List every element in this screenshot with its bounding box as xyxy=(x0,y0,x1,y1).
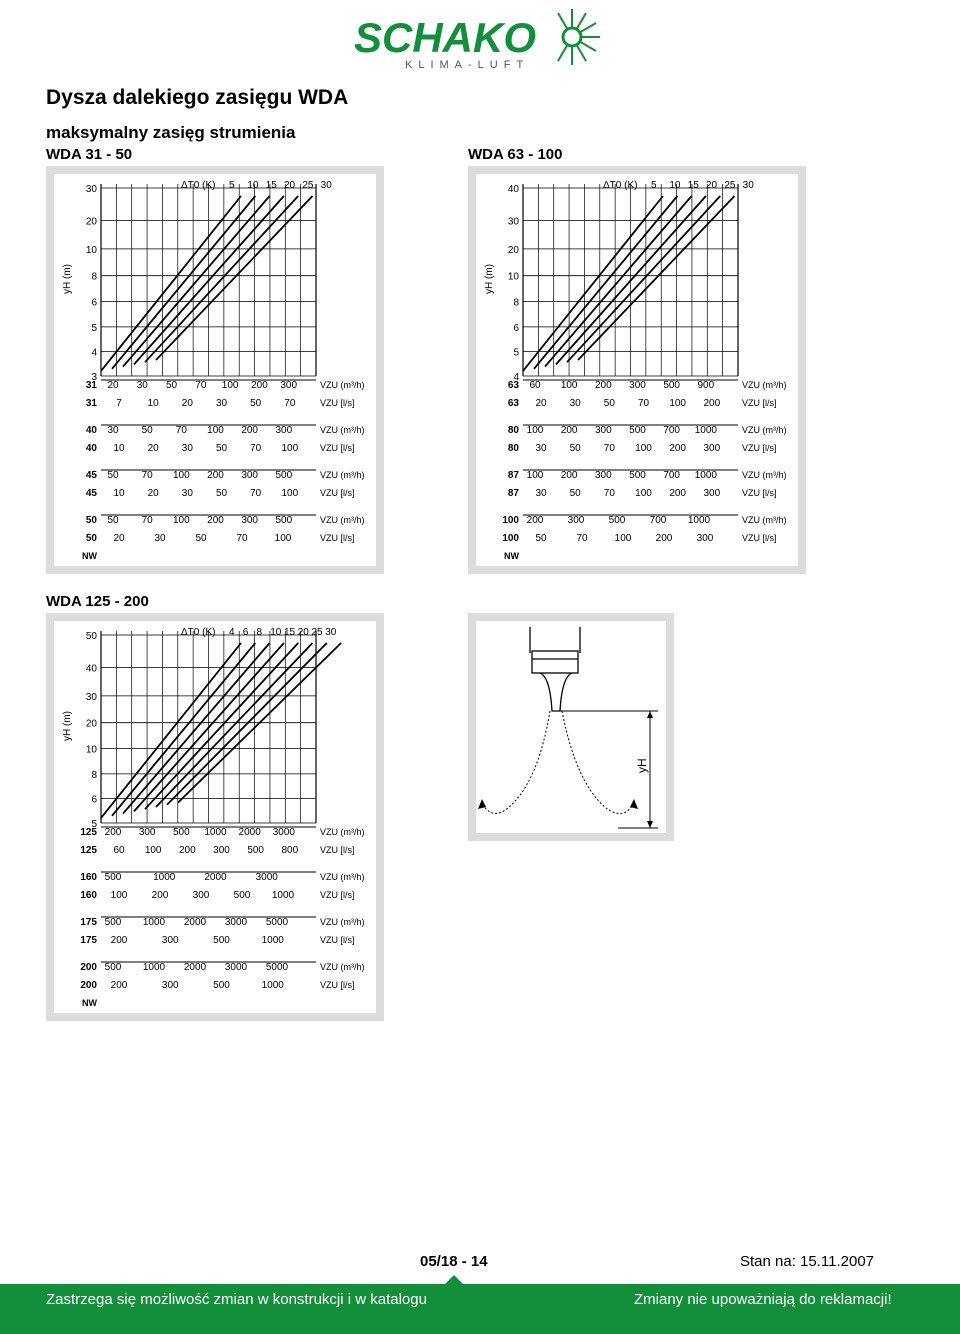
dt-curve xyxy=(545,196,692,367)
scale-unit-label: VZU [l/s] xyxy=(320,980,355,990)
y-tick-label: 30 xyxy=(85,691,97,703)
scale-tick-label: 100 xyxy=(274,533,292,544)
scale-tick-label: 200 xyxy=(669,488,687,499)
scale-tick-label: 20 xyxy=(181,398,193,409)
scale-tick-label: 30 xyxy=(136,380,148,391)
scale-tick-label: 30 xyxy=(215,398,228,409)
scale-unit-label: VZU (m³/h) xyxy=(320,380,365,390)
scale-tick-label: 200 xyxy=(703,398,721,409)
nw-label: 125 xyxy=(80,827,97,838)
scale-tick-label: 300 xyxy=(241,470,259,481)
scale-tick-label: 1000 xyxy=(204,827,227,838)
scale-tick-label: 500 xyxy=(629,470,646,481)
dt-curve xyxy=(534,196,677,369)
scale-tick-label: 100 xyxy=(526,425,544,436)
dt-value-label: 15 xyxy=(265,180,277,191)
nw-axis-label: NW xyxy=(82,551,97,561)
y-tick-label: 5 xyxy=(91,819,97,830)
y-axis-label: yH (m) xyxy=(62,711,73,741)
y-tick-label: 4 xyxy=(513,372,519,383)
scale-tick-label: 300 xyxy=(703,488,721,499)
scale-unit-label: VZU [l/s] xyxy=(320,533,355,543)
logo-wordmark: SCHAKO xyxy=(354,14,537,61)
scale-tick-label: 200 xyxy=(207,470,224,481)
scale-tick-label: 70 xyxy=(603,488,615,499)
nozzle-icon xyxy=(530,627,580,711)
scale-unit-label: VZU (m³/h) xyxy=(742,425,787,435)
footer-notice: Zmiany nie upoważniają do reklamacji! xyxy=(634,1291,892,1308)
scale-tick-label: 900 xyxy=(697,380,715,391)
scale-tick-label: 10 xyxy=(147,398,159,409)
scale-tick-label: 70 xyxy=(284,398,296,409)
scale-tick-label: 50 xyxy=(195,533,207,544)
dt-curve xyxy=(556,196,706,364)
nw-label: 100 xyxy=(502,515,519,526)
dt-value-label: 20 xyxy=(297,627,309,638)
scale-tick-label: 300 xyxy=(280,380,298,391)
y-tick-label: 10 xyxy=(85,244,97,256)
y-tick-label: 5 xyxy=(513,347,519,359)
scale-tick-label: 70 xyxy=(576,533,588,544)
nw-label: 80 xyxy=(507,443,519,454)
scale-tick-label: 7 xyxy=(116,398,122,409)
chart-panel-wda63 xyxy=(468,166,806,574)
scale-tick-label: 200 xyxy=(560,470,578,481)
scale-tick-label: 20 xyxy=(147,443,159,454)
nw-label: 160 xyxy=(80,872,97,883)
scale-tick-label: 2000 xyxy=(183,962,207,973)
scale-tick-label: 1000 xyxy=(142,917,166,928)
scale-tick-label: 1000 xyxy=(261,980,284,991)
scale-tick-label: 50 xyxy=(603,398,615,409)
dt-value-label: 10 xyxy=(247,180,259,191)
y-tick-label: 10 xyxy=(507,271,519,283)
nw-label: 100 xyxy=(502,533,519,544)
scale-tick-label: 50 xyxy=(569,443,581,454)
y-tick-label: 3 xyxy=(91,372,97,383)
scale-unit-label: VZU [l/s] xyxy=(742,443,777,453)
scale-tick-label: 500 xyxy=(213,980,230,991)
nw-label: 40 xyxy=(85,443,97,454)
scale-tick-label: 700 xyxy=(649,515,667,526)
chart-wda63 xyxy=(468,166,806,574)
scale-tick-label: 100 xyxy=(172,515,190,526)
scale-tick-label: 5000 xyxy=(265,917,289,928)
y-tick-label: 40 xyxy=(507,184,519,195)
scale-tick-label: 100 xyxy=(635,443,652,454)
nw-label: 80 xyxy=(507,425,519,436)
scale-tick-label: 50 xyxy=(215,488,228,499)
nw-label: 63 xyxy=(507,380,519,391)
scale-tick-label: 30 xyxy=(535,488,547,499)
scale-tick-label: 3000 xyxy=(224,962,248,973)
scale-tick-label: 200 xyxy=(251,380,268,391)
scale-tick-label: 300 xyxy=(213,845,230,856)
scale-tick-label: 5000 xyxy=(265,962,289,973)
scale-tick-label: 700 xyxy=(663,425,681,436)
nozzle-jet-diagram xyxy=(468,613,674,841)
y-tick-label: 8 xyxy=(91,271,97,283)
scale-unit-label: VZU (m³/h) xyxy=(742,380,787,390)
y-tick-label: 20 xyxy=(85,216,97,228)
dt-value-label: 30 xyxy=(742,180,754,191)
scale-tick-label: 200 xyxy=(110,980,128,991)
scale-tick-label: 30 xyxy=(181,443,193,454)
scale-unit-label: VZU [l/s] xyxy=(320,488,355,498)
scale-tick-label: 50 xyxy=(141,425,153,436)
scale-tick-label: 50 xyxy=(215,443,228,454)
nw-label: 87 xyxy=(507,488,519,499)
scale-tick-label: 30 xyxy=(181,488,193,499)
dt-value-label: 30 xyxy=(320,180,332,191)
dt-value-label: 4 xyxy=(229,627,235,638)
scale-unit-label: VZU [l/s] xyxy=(742,488,777,498)
scale-tick-label: 50 xyxy=(569,488,581,499)
y-tick-label: 30 xyxy=(85,184,97,195)
scale-tick-label: 10 xyxy=(113,488,125,499)
scale-tick-label: 3000 xyxy=(255,872,278,883)
scale-tick-label: 500 xyxy=(172,827,190,838)
scale-unit-label: VZU (m³/h) xyxy=(742,470,787,480)
nw-label: 160 xyxy=(80,890,97,901)
scale-tick-label: 1000 xyxy=(271,890,295,901)
scale-unit-label: VZU [l/s] xyxy=(320,398,355,408)
y-tick-label: 10 xyxy=(85,744,97,756)
dt-value-label: 15 xyxy=(687,180,699,191)
dt-value-label: 20 xyxy=(284,180,296,191)
scale-tick-label: 500 xyxy=(247,845,265,856)
chart-panel-wda31 xyxy=(46,166,384,574)
y-axis-label: yH (m) xyxy=(484,264,495,294)
scale-tick-label: 2000 xyxy=(238,827,261,838)
scale-unit-label: VZU [l/s] xyxy=(320,845,355,855)
y-tick-label: 20 xyxy=(507,244,519,256)
scale-tick-label: 500 xyxy=(104,962,122,973)
dt-value-label: 25 xyxy=(724,180,736,191)
scale-tick-label: 70 xyxy=(195,380,207,391)
nw-label: 50 xyxy=(85,515,97,526)
footer-bar xyxy=(0,1284,960,1334)
dt-value-label: 10 xyxy=(669,180,681,191)
y-tick-label: 6 xyxy=(91,297,97,309)
scale-unit-label: VZU (m³/h) xyxy=(320,470,365,480)
nw-label: 31 xyxy=(85,398,97,409)
scale-tick-label: 100 xyxy=(110,890,128,901)
scale-tick-label: 1000 xyxy=(142,962,166,973)
footer-disclaimer: Zastrzega się możliwość zmian w konstrukcji i w katalogu xyxy=(46,1291,427,1308)
scale-tick-label: 70 xyxy=(250,443,262,454)
dt-value-label: 25 xyxy=(302,180,314,191)
scale-tick-label: 50 xyxy=(107,470,119,481)
scale-tick-label: 500 xyxy=(213,935,230,946)
dt-value-label: 6 xyxy=(242,627,249,638)
scale-unit-label: VZU [l/s] xyxy=(742,398,777,408)
section-title-wda63: WDA 63 - 100 xyxy=(468,146,563,163)
logo-tagline: KLIMA-LUFT xyxy=(405,59,530,71)
scale-tick-label: 50 xyxy=(250,398,262,409)
scale-unit-label: VZU (m³/h) xyxy=(320,515,365,525)
scale-tick-label: 200 xyxy=(241,425,259,436)
scale-tick-label: 60 xyxy=(113,845,125,856)
scale-tick-label: 50 xyxy=(535,533,547,544)
scale-tick-label: 500 xyxy=(275,470,293,481)
scale-tick-label: 100 xyxy=(526,470,544,481)
scale-tick-label: 2000 xyxy=(204,872,227,883)
scale-unit-label: VZU [l/s] xyxy=(320,890,355,900)
chart-wda31 xyxy=(46,166,384,574)
y-tick-label: 40 xyxy=(85,663,97,675)
dt-curve xyxy=(112,643,255,816)
scale-tick-label: 1000 xyxy=(153,872,176,883)
scale-tick-label: 100 xyxy=(281,488,299,499)
scale-tick-label: 500 xyxy=(104,872,122,883)
scale-tick-label: 200 xyxy=(151,890,169,901)
scale-tick-label: 500 xyxy=(275,515,293,526)
dt-value-label: 5 xyxy=(651,180,657,191)
dt-curve xyxy=(134,643,284,811)
y-tick-label: 4 xyxy=(91,347,97,359)
nw-label: 40 xyxy=(85,425,97,436)
scale-tick-label: 30 xyxy=(535,443,547,454)
y-tick-label: 5 xyxy=(91,322,97,334)
scale-tick-label: 500 xyxy=(233,890,251,901)
scale-tick-label: 70 xyxy=(637,398,650,409)
scale-tick-label: 70 xyxy=(250,488,262,499)
scale-tick-label: 200 xyxy=(526,515,544,526)
scale-tick-label: 500 xyxy=(629,425,646,436)
scale-unit-label: VZU [l/s] xyxy=(742,533,777,543)
dt-value-label: 5 xyxy=(229,180,235,191)
nw-label: 45 xyxy=(85,470,97,481)
dt-label: ΔT0 (K) xyxy=(181,627,216,638)
dt-label: ΔT0 (K) xyxy=(603,180,638,191)
scale-tick-label: 3000 xyxy=(272,827,295,838)
scale-tick-label: 300 xyxy=(275,425,293,436)
scale-tick-label: 100 xyxy=(221,380,239,391)
dt-curve xyxy=(112,196,255,369)
scale-tick-label: 100 xyxy=(207,425,224,436)
scale-tick-label: 30 xyxy=(569,398,581,409)
scale-tick-label: 100 xyxy=(669,398,687,409)
scale-tick-label: 70 xyxy=(141,470,153,481)
nw-label: 87 xyxy=(507,470,519,481)
scale-tick-label: 70 xyxy=(175,425,187,436)
scale-tick-label: 200 xyxy=(207,515,224,526)
nw-label: 125 xyxy=(80,845,97,856)
nw-label: 63 xyxy=(507,398,519,409)
chart-panel-wda125 xyxy=(46,613,384,1021)
scale-tick-label: 200 xyxy=(110,935,128,946)
scale-tick-label: 100 xyxy=(560,380,578,391)
nw-label: 175 xyxy=(80,935,97,946)
scale-tick-label: 200 xyxy=(655,533,673,544)
scale-tick-label: 60 xyxy=(529,380,541,391)
scale-tick-label: 300 xyxy=(629,380,646,391)
nw-label: 175 xyxy=(80,917,97,928)
scale-tick-label: 70 xyxy=(141,515,153,526)
scale-tick-label: 30 xyxy=(154,533,166,544)
scale-tick-label: 300 xyxy=(161,980,179,991)
nw-axis-label: NW xyxy=(82,998,97,1008)
schako-logo xyxy=(350,2,610,72)
scale-tick-label: 70 xyxy=(603,443,615,454)
y-tick-label: 50 xyxy=(85,631,97,642)
nw-label: 200 xyxy=(80,962,97,973)
scale-tick-label: 3000 xyxy=(224,917,248,928)
scale-tick-label: 2000 xyxy=(183,917,207,928)
dt-value-label: 25 xyxy=(311,627,323,638)
page-title: Dysza dalekiego zasięgu WDA xyxy=(46,86,349,109)
scale-unit-label: VZU (m³/h) xyxy=(742,515,787,525)
scale-tick-label: 100 xyxy=(144,845,162,856)
scale-tick-label: 300 xyxy=(138,827,156,838)
scale-tick-label: 500 xyxy=(608,515,626,526)
y-tick-label: 20 xyxy=(85,718,97,730)
y-tick-label: 30 xyxy=(507,216,519,228)
scale-tick-label: 300 xyxy=(161,935,179,946)
y-tick-label: 8 xyxy=(91,769,97,781)
scale-tick-label: 700 xyxy=(663,470,681,481)
dt-value-label: 10 xyxy=(270,627,282,638)
scale-tick-label: 1000 xyxy=(687,515,711,526)
scale-tick-label: 800 xyxy=(281,845,299,856)
scale-tick-label: 300 xyxy=(594,470,612,481)
scale-tick-label: 200 xyxy=(178,845,196,856)
scale-tick-label: 500 xyxy=(104,917,122,928)
y-tick-label: 6 xyxy=(513,322,519,334)
dt-curve xyxy=(134,196,284,364)
scale-tick-label: 1000 xyxy=(694,425,717,436)
chart-wda125 xyxy=(46,613,384,1021)
yh-dimension-label: yH xyxy=(635,758,649,773)
scale-unit-label: VZU [l/s] xyxy=(320,443,355,453)
scale-tick-label: 200 xyxy=(669,443,687,454)
revision-date: Stan na: 15.11.2007 xyxy=(740,1253,875,1270)
dt-value-label: 30 xyxy=(325,627,337,638)
scale-tick-label: 200 xyxy=(104,827,122,838)
page-number: 05/18 - 14 xyxy=(420,1253,488,1270)
scale-unit-label: VZU (m³/h) xyxy=(320,872,365,882)
page-subtitle: maksymalny zasięg strumienia xyxy=(46,123,296,142)
scale-tick-label: 100 xyxy=(614,533,632,544)
section-title-wda125: WDA 125 - 200 xyxy=(46,593,149,610)
scale-tick-label: 50 xyxy=(107,515,119,526)
dt-value-label: 20 xyxy=(706,180,718,191)
dt-value-label: 8 xyxy=(256,627,263,638)
jet-trajectory xyxy=(482,711,634,813)
y-tick-label: 6 xyxy=(91,794,97,806)
y-tick-label: 8 xyxy=(513,297,519,309)
nw-label: 31 xyxy=(85,380,97,391)
scale-tick-label: 20 xyxy=(113,533,125,544)
nw-label: 45 xyxy=(85,488,97,499)
scale-tick-label: 300 xyxy=(192,890,210,901)
scale-unit-label: VZU (m³/h) xyxy=(320,827,365,837)
scale-unit-label: VZU (m³/h) xyxy=(320,425,365,435)
scale-unit-label: VZU (m³/h) xyxy=(320,962,365,972)
scale-tick-label: 300 xyxy=(241,515,259,526)
scale-tick-label: 30 xyxy=(107,425,119,436)
section-title-wda31: WDA 31 - 50 xyxy=(46,146,133,163)
scale-tick-label: 300 xyxy=(594,425,612,436)
dt-curve xyxy=(123,196,270,367)
y-axis-label: yH (m) xyxy=(62,264,73,294)
scale-tick-label: 70 xyxy=(236,533,248,544)
scale-tick-label: 100 xyxy=(635,488,652,499)
scale-tick-label: 300 xyxy=(703,443,721,454)
nw-label: 200 xyxy=(80,980,97,991)
scale-tick-label: 300 xyxy=(567,515,585,526)
scale-tick-label: 100 xyxy=(172,470,190,481)
scale-unit-label: VZU [l/s] xyxy=(320,935,355,945)
scale-tick-label: 20 xyxy=(147,488,159,499)
dt-label: ΔT0 (K) xyxy=(181,180,216,191)
nw-axis-label: NW xyxy=(504,551,519,561)
scale-tick-label: 200 xyxy=(594,380,612,391)
dt-value-label: 15 xyxy=(284,627,296,638)
diagram-panel xyxy=(468,613,674,841)
scale-tick-label: 20 xyxy=(107,380,119,391)
dt-curve xyxy=(123,643,270,814)
scale-tick-label: 300 xyxy=(696,533,714,544)
scale-tick-label: 500 xyxy=(663,380,681,391)
scale-tick-label: 1000 xyxy=(261,935,284,946)
scale-tick-label: 20 xyxy=(535,398,547,409)
scale-unit-label: VZU (m³/h) xyxy=(320,917,365,927)
scale-tick-label: 10 xyxy=(113,443,125,454)
nw-label: 50 xyxy=(85,533,97,544)
scale-tick-label: 200 xyxy=(560,425,578,436)
scale-tick-label: 50 xyxy=(166,380,178,391)
scale-tick-label: 100 xyxy=(281,443,299,454)
scale-tick-label: 1000 xyxy=(694,470,717,481)
